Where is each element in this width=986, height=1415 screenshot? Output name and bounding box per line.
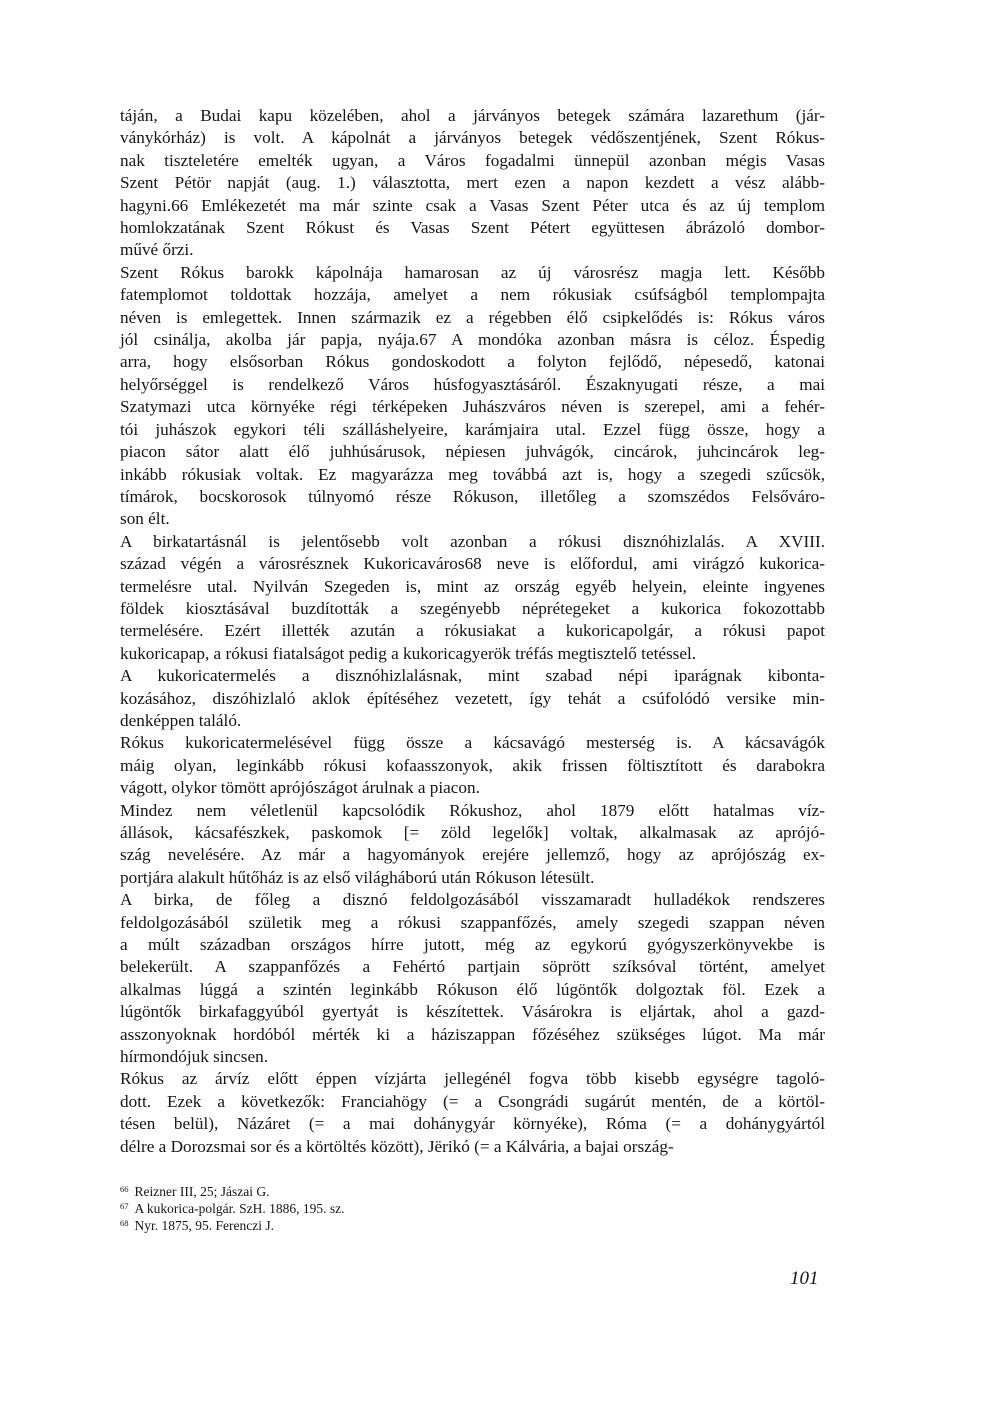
footnote-number: 66: [120, 1184, 129, 1194]
paragraph: [120, 1068, 825, 1158]
body-text: [120, 105, 825, 1158]
text-line: dott. Ezek a következők: Franciahögy (= a Csongrádi sugárút mentén, de a körtöl-: [120, 1091, 825, 1111]
footnote: [120, 1183, 620, 1200]
text-line: Rókus az árvíz előtt éppen vízjárta jellegénél fogva több kisebb egységre tagoló-: [120, 1069, 825, 1089]
text-line: A birkatartásnál is jelentősebb volt azonban a rókusi disznóhizlalás. A XVIII.: [120, 531, 825, 551]
paragraph: [120, 105, 825, 262]
text-line: tímárok, bocskorosok túlnyomó része Rókuson, illetőleg a szomszédos Felsőváro-: [120, 486, 825, 506]
footnote-text: Reizner III, 25; Jászai G.: [134, 1184, 270, 1199]
text-line: Rókus kukoricatermelésével függ össze a kácsavágó mesterség is. A kácsavágók: [120, 733, 825, 753]
paragraph: [120, 732, 825, 799]
text-line: máig olyan, leginkább rókusi kofaasszonyok, akik frissen föltisztított és darabokra: [120, 755, 825, 775]
text-line: A kukoricatermelés a disznóhizlalásnak, mint szabad népi iparágnak kibonta-: [120, 666, 825, 686]
page-body: [120, 105, 825, 1158]
paragraph: [120, 262, 825, 531]
footnotes: [120, 1183, 620, 1234]
footnote-text: Nyr. 1875, 95. Ferenczi J.: [134, 1218, 274, 1233]
text-line: állások, kácsafészkek, paskomok [= zöld legelők] voltak, alkalmasak az aprójó-: [120, 823, 825, 842]
text-line: kukoricapap, a rókusi fiatalságot pedig a kukoricagyerök tréfás megtisztelő tetéssel.: [120, 643, 697, 663]
text-line: délre a Dorozsmai sor és a körtöltés között), Jërikó (= a Kálvária, a bajai ország-: [120, 1136, 674, 1156]
text-line: asszonyoknak hordóból mérték ki a háziszappan főzéséhez szükséges lúgot. Ma már: [120, 1024, 825, 1044]
text-line: ványkórház) is volt. A kápolnát a járványos betegek védőszentjének, Szent Rókus-: [120, 128, 825, 148]
text-line: portjára alakult hűtőház is az első világháború után Rókuson létesült.: [120, 867, 595, 887]
text-line: tésen belül), Názáret (= a mai dohánygyár környéke), Róma (= a dohánygyártól: [120, 1114, 825, 1134]
text-line: kozásához, diszóhizlaló aklok építéséhez vezetett, így tehát a csúfolódó versike min-: [120, 688, 825, 708]
text-line: Szent Pétör napját (aug. 1.) választotta, mert ezen a napon kezdett a vész alább-: [120, 173, 825, 193]
text-line: helyőrséggel is rendelkező Város húsfogyasztásáról. Északnyugati része, a mai: [120, 374, 825, 394]
text-line: homlokzatának Szent Rókust és Vasas Szent Pétert együttesen ábrázoló dombor-: [120, 218, 825, 238]
text-line: termelésére. Ezért illették azután a rókusiakat a kukoricapolgár, a rókusi papot: [120, 621, 825, 641]
text-line: termelésre utal. Nyilván Szegeden is, mint az ország egyéb helyein, eleinte ingyenes: [120, 576, 825, 596]
text-line: nak tiszteletére emelték ugyan, a Város fogadalmi ünnepül azonban mégis Vasas: [120, 150, 825, 170]
footnote: [120, 1217, 620, 1234]
text-line: Szent Rókus barokk kápolnája hamarosan az új városrész magja lett. Később: [120, 262, 825, 282]
footnote: [120, 1200, 620, 1217]
text-line: a múlt században országos hírre jutott, még az egykorú gyógyszerkönyvekbe is: [120, 935, 825, 955]
footnote-number: 68: [120, 1218, 129, 1228]
text-line: hírmondójuk sincsen.: [120, 1047, 268, 1067]
text-line: szág nevelésére. Az már a hagyományok erejére jellemző, hogy az aprójószág ex-: [120, 845, 825, 865]
text-line: tói juhászok egykori téli szálláshelyeire, karámjaira utal. Ezzel függ össze, hogy a: [120, 419, 825, 439]
text-line: hagyni.66 Emlékezetét ma már szinte csak a Vasas Szent Péter utca és az új templom: [120, 195, 825, 215]
paragraph: [120, 889, 825, 1068]
text-line: arra, hogy elsősorban Rókus gondoskodott a folyton fejlődő, népesedő, katonai: [120, 352, 825, 372]
text-line: század végén a városrésznek Kukoricaváros68 neve is előfordul, ami virágzó kukorica-: [120, 554, 825, 574]
page-number: 101: [790, 1268, 819, 1289]
text-line: A birka, de főleg a disznó feldolgozásából visszamaradt hulladékok rendszeres: [120, 890, 825, 910]
text-line: feldolgozásából születik meg a rókusi szappanfőzés, amely szegedi szappan néven: [120, 912, 825, 932]
text-line: alkalmas lúggá a szintén leginkább Rókuson élő lúgöntők dolgoztak föl. Ezek a: [120, 979, 825, 999]
text-line: táján, a Budai kapu közelében, ahol a járványos betegek számára lazarethum (jár-: [120, 106, 825, 125]
text-line: fatemplomot toldottak hozzája, amelyet a nem rókusiak csúfságból templompajta: [120, 285, 825, 305]
text-line: földek kiosztásával buzdították a szegényebb néprétegeket a kukorica fokozottabb: [120, 598, 825, 618]
text-line: művé őrzi.: [120, 240, 194, 260]
footnote-text: A kukorica-polgár. SzH. 1886, 195. sz.: [134, 1201, 345, 1216]
text-line: inkább rókusiak voltak. Ez magyarázza meg továbbá azt is, hogy a szegedi szűcsök,: [120, 464, 825, 484]
text-line: denképpen találó.: [120, 710, 242, 730]
text-line: jól csinálja, akolba jár papja, nyája.67 A mondóka azonban másra is céloz. Éspedig: [120, 330, 825, 350]
footnote-number: 67: [120, 1201, 129, 1211]
text-line: belekerült. A szappanfőzés a Fehértó partjain söprött szíksóval történt, amelyet: [120, 957, 825, 977]
paragraph: [120, 665, 825, 732]
paragraph: [120, 531, 825, 665]
text-line: Szatymazi utca környéke régi térképeken Juhászváros néven is szerepel, ami a fehér-: [120, 397, 825, 417]
text-line: piacon sátor alatt élő juhhúsárusok, népiesen juhvágók, cincárok, juhcincárok leg-: [120, 442, 825, 462]
text-line: Mindez nem véletlenül kapcsolódik Rókushoz, ahol 1879 előtt hatalmas víz-: [120, 800, 825, 820]
text-line: néven is emlegettek. Innen származik ez a régebben élő csipkelődés is: Rókus város: [120, 307, 825, 327]
text-line: lúgöntők birkafaggyúból gyertyát is készítettek. Vásárokra is eljártak, ahol a gazd-: [120, 1002, 825, 1022]
text-line: vágott, olykor tömött aprójószágot árulnak a piacon.: [120, 778, 480, 798]
text-line: son élt.: [120, 509, 170, 529]
paragraph: [120, 800, 825, 890]
